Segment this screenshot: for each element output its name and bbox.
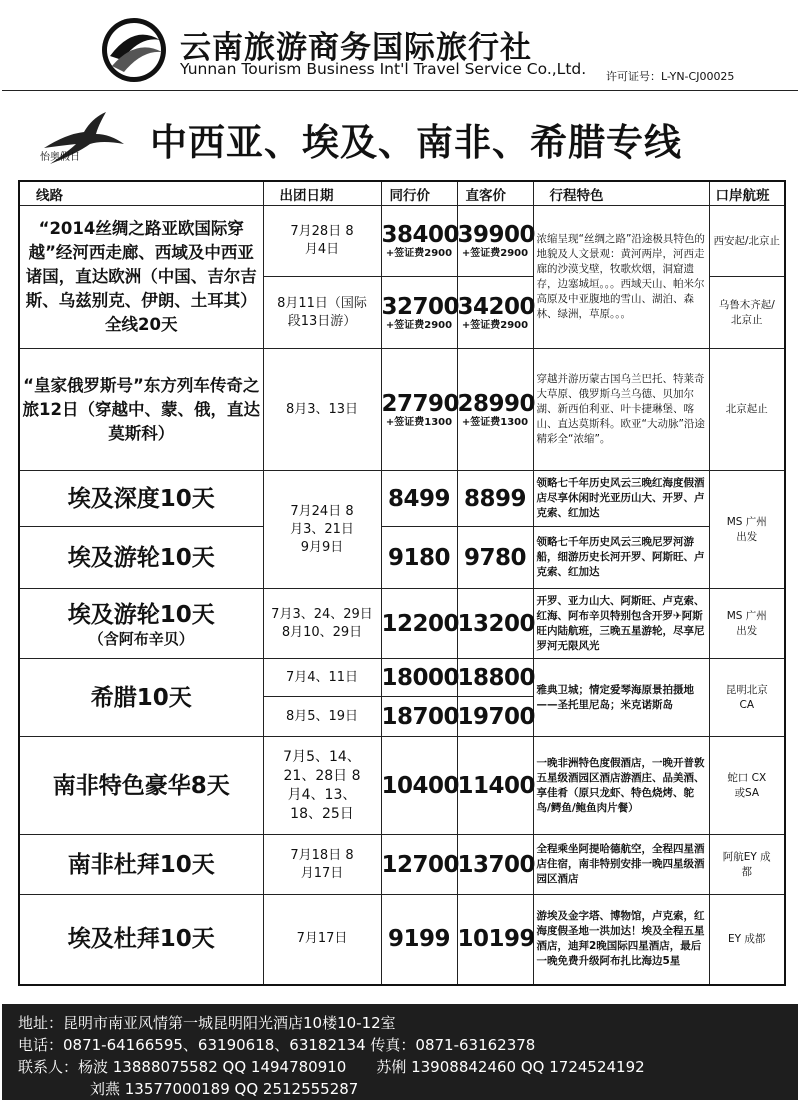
date-cell: 8月3、13日 <box>263 349 381 471</box>
features-cell: 一晚非洲特色度假酒店，一晚开普敦五星级酒园区酒店游酒庄、品美酒、享佳肴（原只龙虾、特色烧烤、鸵鸟/鳄鱼/鲍鱼肉片餐） <box>533 737 709 835</box>
table-row <box>19 349 785 471</box>
direct-price-cell <box>457 895 536 985</box>
port-cell: 阿航EY 成都 <box>709 835 785 895</box>
tour-table <box>18 180 786 986</box>
column-header-features: 行程特色 <box>533 181 709 206</box>
price-value: 12700 <box>381 851 460 878</box>
visa-fee: +签证费2900 <box>461 248 529 259</box>
peer-price-cell <box>381 895 457 985</box>
route-cell: 埃及杜拜10天 <box>19 895 263 985</box>
table-row <box>19 895 785 985</box>
table-row <box>19 659 785 697</box>
table-row <box>19 471 785 527</box>
price-value: 38400 <box>381 222 460 248</box>
direct-price-cell <box>457 527 533 589</box>
features-cell: 领略七千年历史风云三晚红海度假酒店尽享休闲时光亚历山大、开罗、卢克索、红加达 <box>533 471 709 527</box>
direct-price-cell <box>457 277 536 349</box>
route-cell: 埃及深度10天 <box>19 471 263 527</box>
price-value: 10199 <box>457 926 536 953</box>
peer-price-cell <box>381 349 460 471</box>
visa-fee: +签证费1300 <box>461 416 529 428</box>
visa-fee: +签证费2900 <box>385 319 453 331</box>
visa-fee: +签证费2900 <box>385 248 453 259</box>
direct-price-cell <box>457 835 536 895</box>
peer-price-cell <box>381 737 460 835</box>
table-row <box>19 835 785 895</box>
port-cell: MS 广州出发 <box>709 471 785 589</box>
features-cell: 领略七千年历史风云三晚尼罗河游船，细游历史长河开罗、阿斯旺、卢克索、红加达 <box>533 527 709 589</box>
peer-price-cell <box>381 835 460 895</box>
price-value: 9780 <box>463 544 526 571</box>
peer-price-cell <box>381 277 460 349</box>
direct-price-cell <box>457 471 533 527</box>
port-cell: MS 广州出发 <box>709 589 785 659</box>
direct-price-cell <box>457 659 536 697</box>
peer-price-cell <box>381 527 457 589</box>
peer-price-cell <box>381 206 460 277</box>
peer-price-cell <box>381 471 457 527</box>
price-value: 9199 <box>387 926 450 953</box>
title-banner <box>2 92 798 180</box>
features-cell: 游埃及金字塔、博物馆，卢克索，红海度假圣地一洪加达！埃及全程五星酒店，迪拜2晚国际四星酒店，最后一晚免费升级阿布扎比海边5星 <box>533 895 709 985</box>
price-value: 13700 <box>457 851 536 878</box>
date-cell: 7月3、24、29日 8月10、29日 <box>263 589 381 659</box>
route-cell: “2014丝绸之路亚欧国际穿越”经河西走廊、西域及中西亚诸国，直达欧洲（中国、吉尔吉斯、乌兹别克、伊朗、土耳其）全线20天 <box>19 206 263 349</box>
price-value: 39900 <box>457 222 536 248</box>
port-cell: 蛇口 CX或SA <box>709 737 785 835</box>
date-cell: 8月11日（国际段13日游） <box>263 277 381 349</box>
price-value: 11400 <box>457 772 536 799</box>
features-cell: 开罗、亚力山大、阿斯旺、卢克索、红海、阿布辛贝特别包含开罗✈阿斯旺内陆航班，三晚五星游轮，尽享尼罗河无限风光 <box>533 589 709 659</box>
features-cell: 全程乘坐阿提哈德航空，全程四星酒店住宿，南非特别安排一晚四星级酒园区酒店 <box>533 835 709 895</box>
peer-price-cell <box>381 589 460 659</box>
direct-price-cell <box>457 589 536 659</box>
price-value: 12200 <box>381 610 460 637</box>
column-header-port: 口岸航班 <box>709 181 785 206</box>
price-value: 9180 <box>387 544 450 571</box>
direct-price-cell <box>457 206 536 277</box>
date-cell: 7月17日 <box>263 895 381 985</box>
company-name-cn: 云南旅游商务国际旅行社 <box>180 30 532 66</box>
price-value: 32700 <box>381 293 460 320</box>
port-cell: 北京起止 <box>709 349 785 471</box>
price-value: 28990 <box>457 390 536 417</box>
route-cell: 埃及游轮10天 <box>19 527 263 589</box>
price-value: 18000 <box>381 664 460 691</box>
port-cell: 乌鲁木齐起/北京止 <box>709 277 785 349</box>
table-row <box>19 589 785 659</box>
port-cell: EY 成都 <box>709 895 785 985</box>
date-cell: 7月5、14、21、28日 8月4、13、18、25日 <box>263 737 381 835</box>
direct-price-cell <box>457 737 536 835</box>
route-cell: 希腊10天 <box>19 659 263 737</box>
price-value: 18700 <box>381 703 460 730</box>
company-logo-icon <box>100 16 168 84</box>
price-value: 27790 <box>381 390 460 417</box>
date-cell: 7月28日 8月4日 <box>263 206 381 277</box>
port-cell: 西安起/北京止 <box>709 206 785 277</box>
price-value: 8499 <box>387 485 450 512</box>
price-value: 19700 <box>457 703 536 730</box>
column-header-date: 出团日期 <box>263 181 381 206</box>
price-value: 10400 <box>381 772 460 799</box>
price-value: 13200 <box>457 610 536 637</box>
route-subtitle: （含阿布辛贝） <box>88 629 194 648</box>
features-cell: 穿越并游历蒙古国乌兰巴托、特莱奇大草原、俄罗斯乌兰乌德、贝加尔湖、新西伯利亚、叶卡捷琳堡、喀山、直达莫斯科。欧亚“大动脉”沿途精彩全“浓缩”。 <box>533 349 709 471</box>
date-cell: 8月5、19日 <box>263 697 381 737</box>
visa-fee: +签证费2900 <box>461 319 529 331</box>
price-value: 8899 <box>463 485 526 512</box>
date-cell: 7月18日 8月17日 <box>263 835 381 895</box>
route-cell: “皇家俄罗斯号”东方列车传奇之旅12日（穿越中、蒙、俄，直达莫斯科） <box>19 349 263 471</box>
company-name-en: Yunnan Tourism Business Int'l Travel Service Co.,Ltd. <box>180 60 587 78</box>
features-cell: 浓缩呈现“丝绸之路”沿途极具特色的地貌及人文景观：黄河两岸，河西走廊的沙漠戈壁，牧歌炊烟，洞窟遗存，边塞城垣。。。西域天山、帕米尔高原及中亚腹地的雪山、湖泊、森林、绿洲，草原。。。 <box>533 206 709 349</box>
features-cell: 雅典卫城；情定爱琴海原景拍摄地——圣托里尼岛；米克诺斯岛 <box>533 659 709 737</box>
column-header-route: 线路 <box>19 181 263 206</box>
table-row <box>19 737 785 835</box>
direct-price-cell <box>457 697 536 737</box>
brand-name: 怡奥假日 <box>40 152 80 163</box>
route-cell: 南非杜拜10天 <box>19 835 263 895</box>
page-title: 中西亚、埃及、南非、希腊专线 <box>150 121 682 164</box>
route-title: 埃及游轮10天 <box>67 601 215 628</box>
direct-price-cell <box>457 349 536 471</box>
license-number: 许可证号：L-YN-CJ00025 <box>606 70 735 83</box>
address-line: 地址：昆明市南亚风情第一城昆明阳光酒店10楼10-12室 <box>18 1014 396 1032</box>
column-header-direct-price: 直客价 <box>457 181 533 206</box>
table-row <box>19 527 785 589</box>
peer-price-cell <box>381 697 460 737</box>
route-cell <box>19 589 263 659</box>
contact-line: 刘燕 13577000189 QQ 2512555287 <box>90 1080 359 1098</box>
visa-fee: +签证费1300 <box>385 416 453 428</box>
phone-line: 电话：0871-64166595、63190618、63182134 传真：0871-63162378 <box>18 1036 536 1054</box>
table-row <box>19 206 785 277</box>
date-cell: 7月4、11日 <box>263 659 381 697</box>
port-cell: 昆明北京 CA <box>709 659 785 737</box>
price-value: 34200 <box>457 293 536 320</box>
company-header <box>2 4 798 91</box>
price-value: 18800 <box>457 664 536 691</box>
peer-price-cell <box>381 659 460 697</box>
table-header-row <box>19 181 785 206</box>
contact-footer <box>2 1004 798 1100</box>
column-header-peer-price: 同行价 <box>381 181 457 206</box>
route-cell: 南非特色豪华8天 <box>19 737 263 835</box>
date-cell: 7月24日 8月3、21日 9月9日 <box>263 471 381 589</box>
contact-line: 联系人：杨波 13888075582 QQ 1494780910 苏俐 13908842460 QQ 1724524192 <box>18 1058 645 1076</box>
